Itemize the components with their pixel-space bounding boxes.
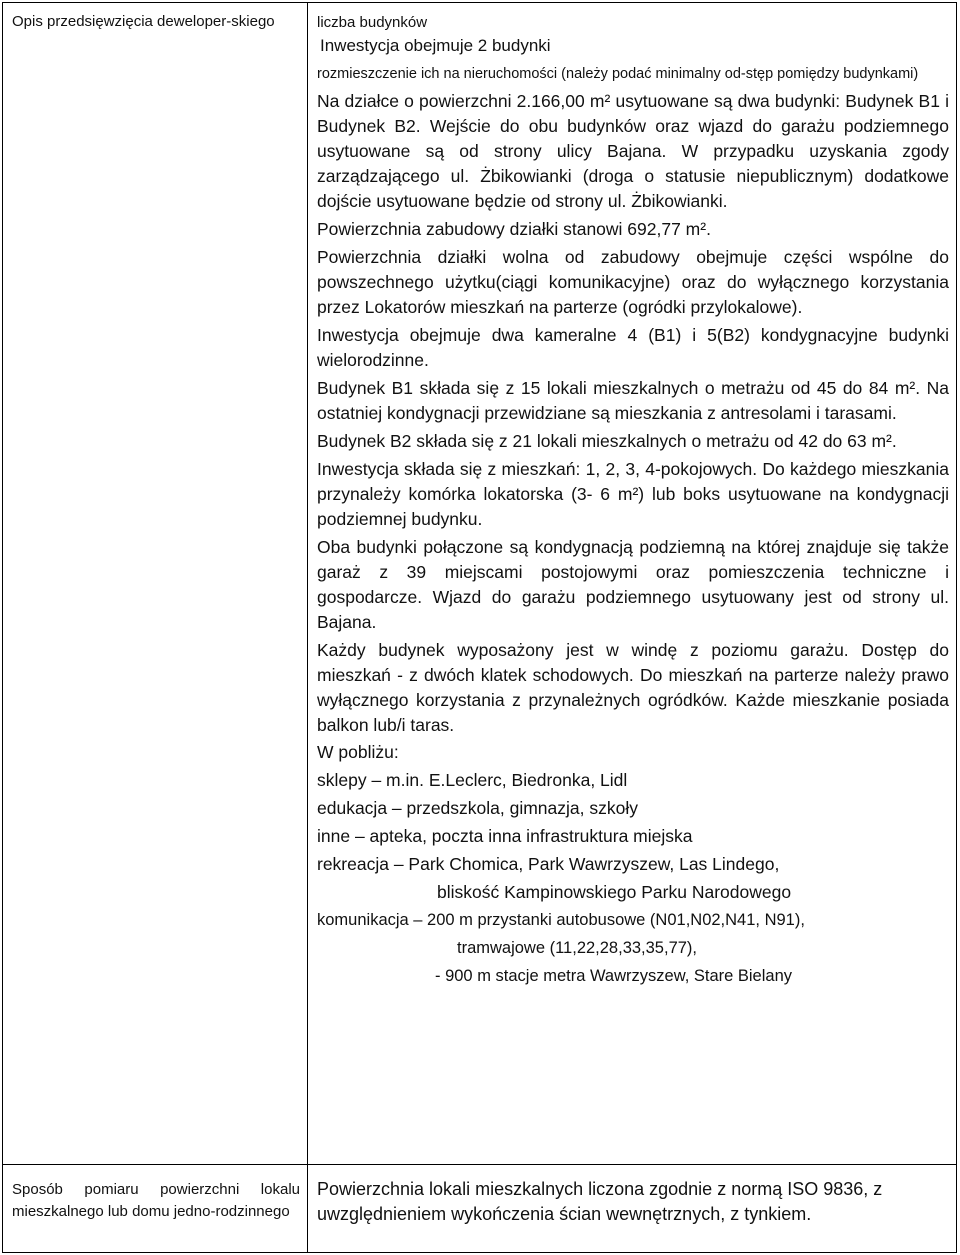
nearby-education: edukacja – przedszkola, gimnazja, szkoły bbox=[317, 798, 638, 818]
paragraph-investment: Inwestycja obejmuje dwa kameralne 4 (B1) i 5(B2) kondygnacyjne budynki wielorodzinne. bbox=[317, 325, 949, 370]
measurement-label: Sposób pomiaru powierzchni lokalu mieszkalnego lub domu jedno-rodzinnego bbox=[12, 1181, 300, 1220]
nearby-recreation-continued: bliskość Kampinowskiego Parku Narodowego bbox=[437, 882, 792, 902]
nearby-shops: sklepy – m.in. E.Leclerc, Biedronka, Lidl bbox=[317, 770, 628, 790]
row-label-description bbox=[2, 2, 308, 1165]
row-content-measurement bbox=[307, 1164, 957, 1253]
building-count-label: liczba budynków bbox=[317, 14, 428, 31]
nearby-other: inne – apteka, poczta inna infrastruktura miejska bbox=[317, 826, 693, 846]
description-body bbox=[317, 12, 949, 990]
paragraph-building-b1: Budynek B1 składa się z 15 lokali mieszkalnych o metrażu od 45 do 84 m². Na ostatniej kondygnacji przewidziane są mieszkania z antresolami i tarasami. bbox=[317, 378, 949, 423]
paragraph-garage: Oba budynki połączone są kondygnacją podziemną na której znajduje się także garaż z 39 miejscami postojowymi oraz pomieszczenia techniczne i gospodarcze. Wjazd do garażu podziemnego usytuowany jest od strony ul. Bajana. bbox=[317, 537, 949, 632]
placement-label: rozmieszczenie ich na nieruchomości (należy podać minimalny od-stęp pomiędzy budynkami) bbox=[317, 66, 919, 82]
nearby-transport: komunikacja – 200 m przystanki autobusowe (N01,N02,N41, N91), bbox=[317, 911, 805, 929]
description-label: Opis przedsięwzięcia deweloper-skiego bbox=[12, 13, 275, 30]
paragraph-built-area: Powierzchnia zabudowy działki stanowi 692,77 m². bbox=[317, 219, 711, 239]
paragraph-apartments: Inwestycja składa się z mieszkań: 1, 2, 3, 4-pokojowych. Do każdego mieszkania przynależy komórka lokatorska (3- 6 m²) lub boks usytuowane na kondygnacji podziemnej budynku. bbox=[317, 459, 949, 529]
nearby-transport-metro: - 900 m stacje metra Wawrzyszew, Stare Bielany bbox=[435, 967, 793, 985]
row-label-measurement bbox=[2, 1164, 308, 1253]
paragraph-free-area: Powierzchnia działki wolna od zabudowy obejmuje części wspólne do powszechnego użytku(ciągi komunikacyjne) oraz do wyłącznego korzystania przez Lokatorów mieszkań na parterze (ogródki przylokalowe). bbox=[317, 247, 949, 317]
nearby-heading: W pobliżu: bbox=[317, 742, 399, 762]
building-count-value: Inwestycja obejmuje 2 budynki bbox=[320, 36, 551, 55]
paragraph-building-b2: Budynek B2 składa się z 21 lokali mieszkalnych o metrażu od 42 do 63 m². bbox=[317, 431, 897, 451]
row-content-description bbox=[307, 2, 957, 1165]
measurement-text: Powierzchnia lokali mieszkalnych liczona zgodnie z normą ISO 9836, z uwzględnieniem wykończenia ścian wewnętrznych, z tynkiem. bbox=[317, 1179, 883, 1224]
nearby-transport-tram: tramwajowe (11,22,28,33,35,77), bbox=[457, 939, 697, 957]
nearby-recreation: rekreacja – Park Chomica, Park Wawrzyszew, Las Lindego, bbox=[317, 854, 780, 874]
paragraph-elevator: Każdy budynek wyposażony jest w windę z poziomu garażu. Dostęp do mieszkań - z dwóch klatek schodowych. Do mieszkań na parterze należy prawo wyłącznego korzystania z przynależnych ogródków. Każde mieszkanie posiada balkon lub/i taras. bbox=[317, 640, 949, 735]
paragraph-plot: Na działce o powierzchni 2.166,00 m² usytuowane są dwa budynki: Budynek B1 i Budynek B2. Wejście do obu budynków oraz wjazd do garażu podziemnego usytuowane są od strony ulicy Bajana. W przypadku uzyskania zgody zarządzającego ul. Żbikowianki (droga o statusie niepublicznym) dodatkowe dojście usytuowane będzie od strony ul. Żbikowianki. bbox=[317, 91, 949, 211]
